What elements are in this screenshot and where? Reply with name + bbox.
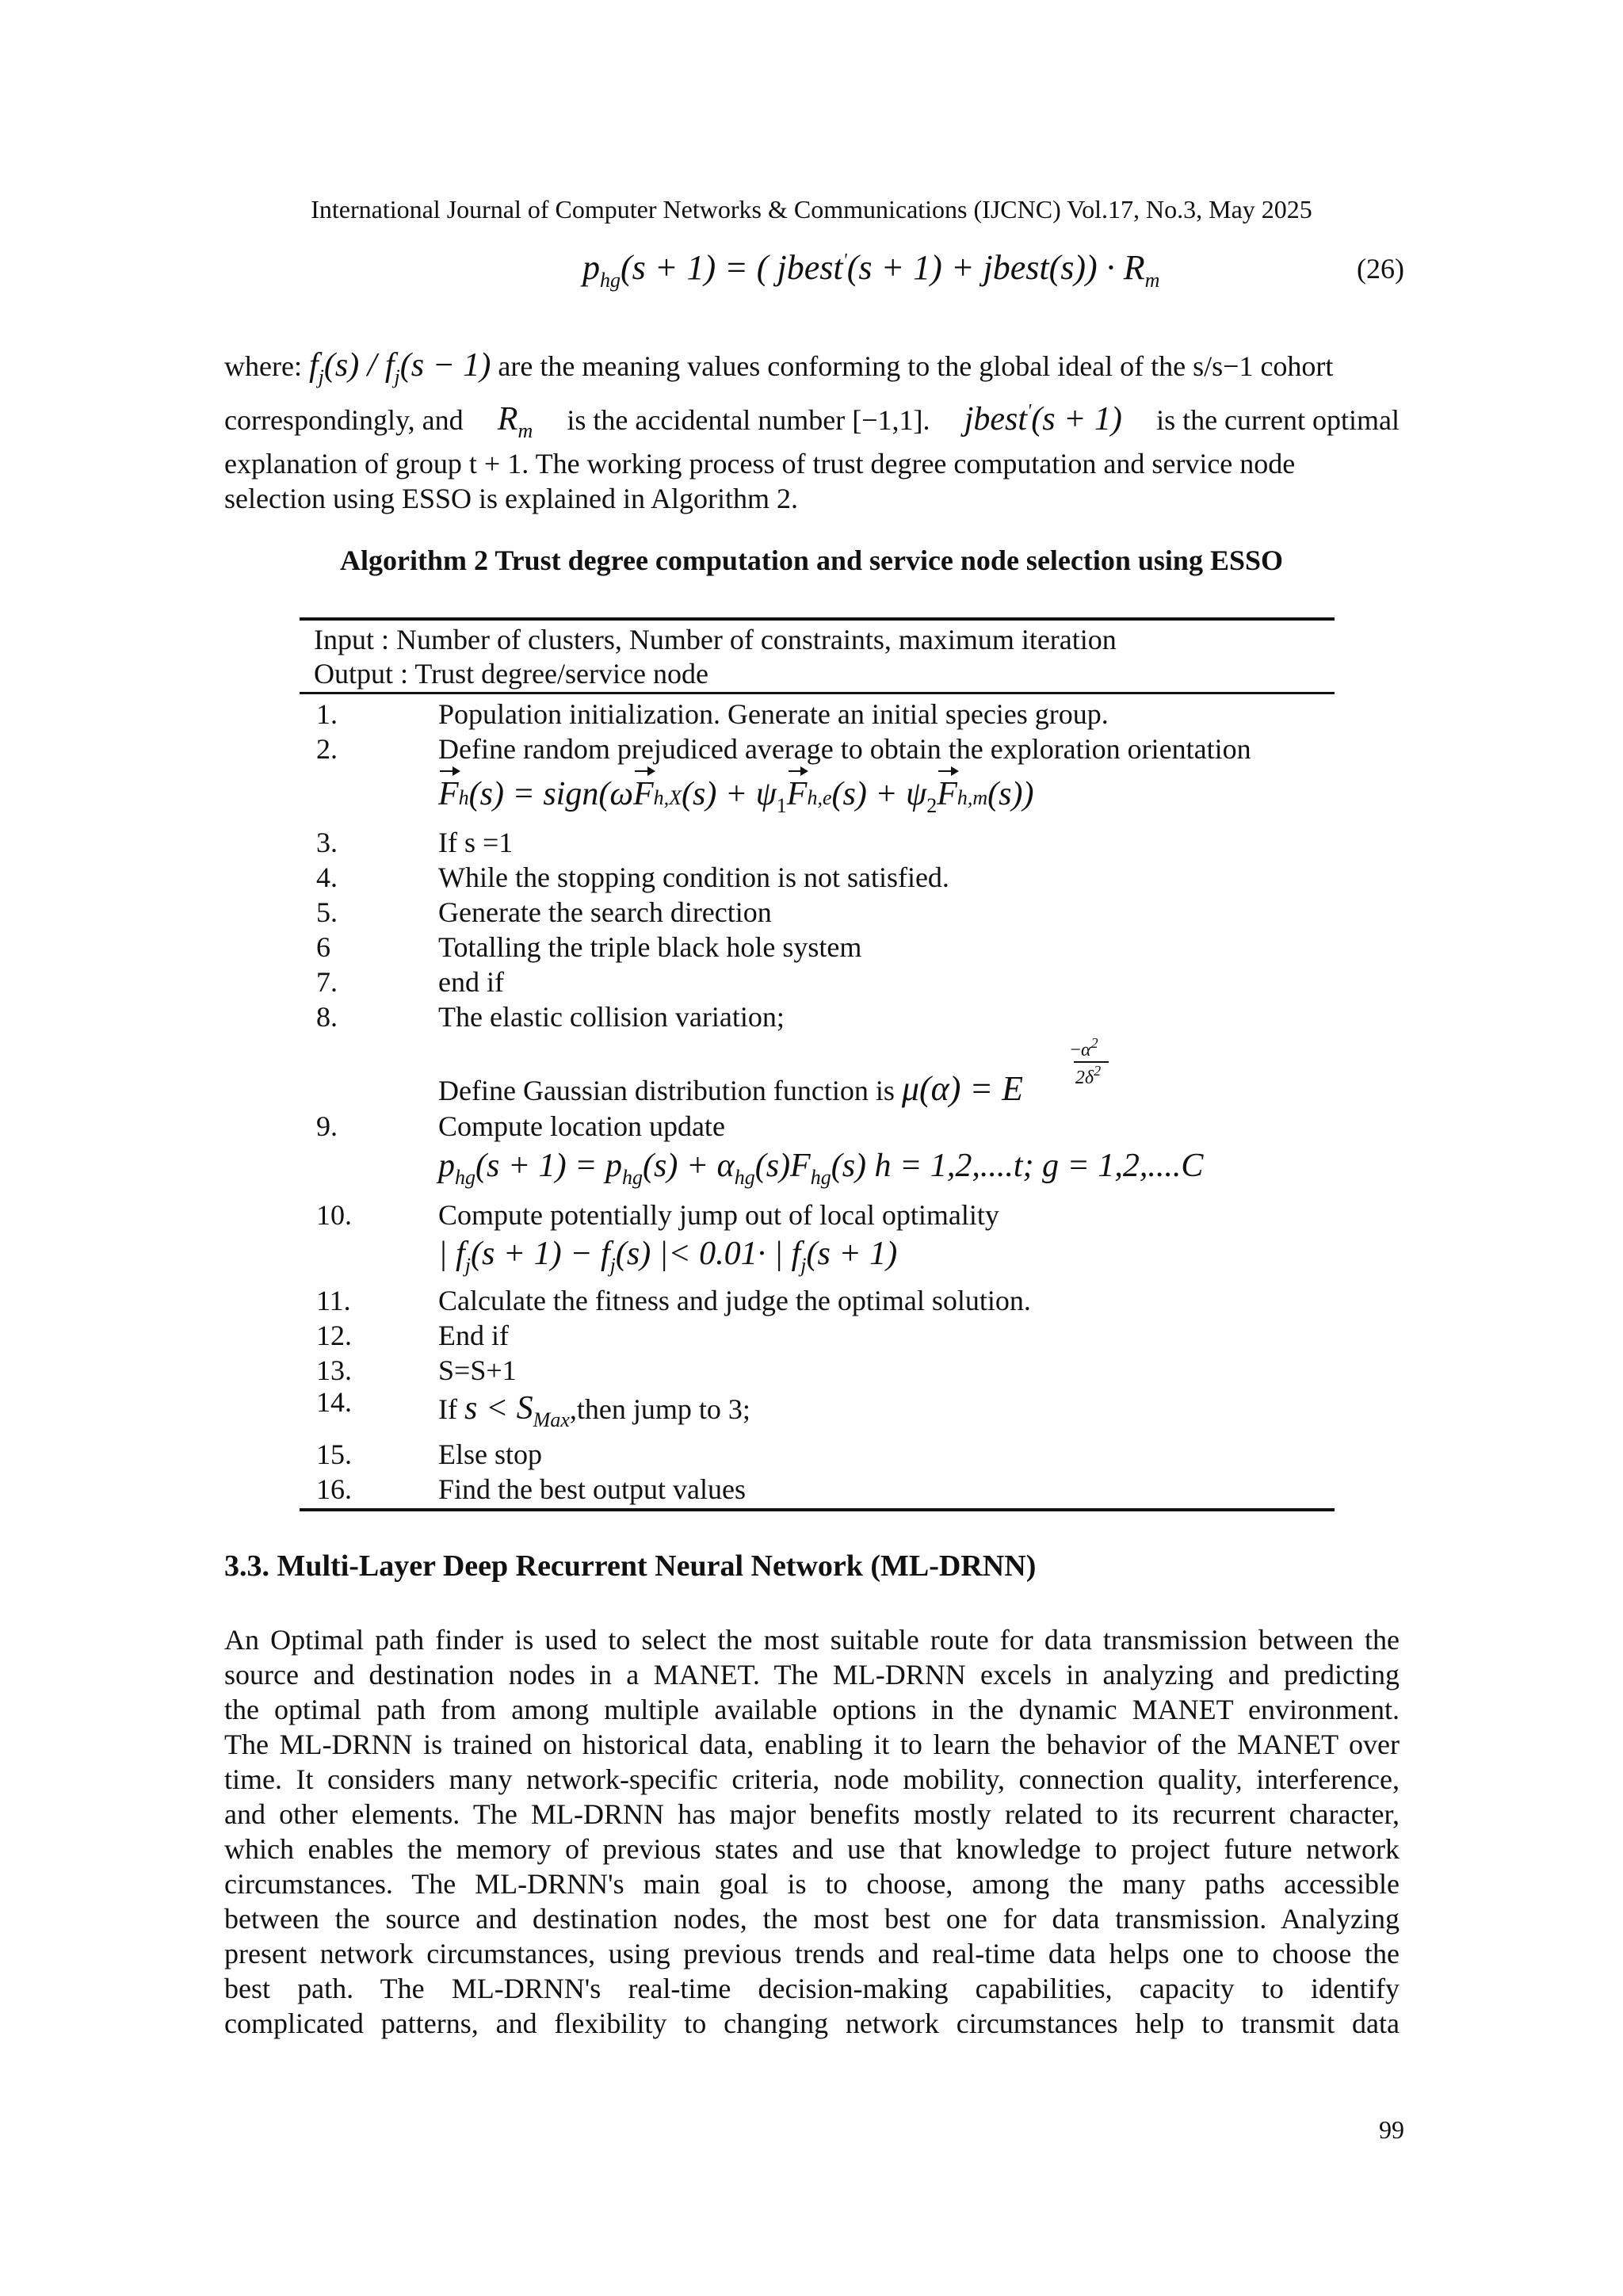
where-label: where: bbox=[224, 350, 302, 382]
step-text: Compute location update bbox=[438, 1110, 725, 1142]
algorithm-mid-rule bbox=[300, 692, 1335, 694]
step-number: 10. bbox=[316, 1199, 352, 1231]
step-text: S=S+1 bbox=[438, 1354, 517, 1386]
body-line: the optimal path from among multiple available options in the dynamic MANET environment. bbox=[224, 1694, 1400, 1725]
journal-header: International Journal of Computer Networks & Communications (IJCNC) Vol.17, No.3, May 2025 bbox=[311, 195, 1312, 223]
step-number: 9. bbox=[316, 1110, 338, 1142]
eq26-r-sub: m bbox=[1144, 269, 1160, 292]
algorithm-input: Input : Number of clusters, Number of constraints, maximum iteration bbox=[314, 624, 1117, 655]
local-optimality-equation: | $f_j(s + 1) - f_j(s)$ |< 0.01· | $f_j(s + 1)$ bbox=[438, 1236, 898, 1277]
step-text: Population initialization. Generate an initial species group. bbox=[438, 698, 1109, 730]
step-text: While the stopping condition is not satisfied. bbox=[438, 861, 949, 893]
body-line: complicated patterns, and flexibility to changing network circumstances help to transmit data bbox=[224, 2008, 1400, 2039]
eq26-prime: ' bbox=[842, 250, 847, 271]
step-number: 2. bbox=[316, 733, 338, 765]
where-line-2-c: is the current optimal bbox=[1156, 404, 1400, 436]
gaussian-step bbox=[438, 1068, 1023, 1109]
step-number: 13. bbox=[316, 1354, 352, 1386]
eq26-lhs-sub: hg bbox=[600, 269, 621, 292]
body-line: present network circumstances, using previous trends and real-time data helps one to choose the bbox=[224, 1938, 1400, 1969]
equation-26 bbox=[582, 247, 1159, 292]
eq26-body: (s + 1) = ( jbest bbox=[621, 248, 843, 287]
step-text: Else stop bbox=[438, 1438, 542, 1470]
page-number: 99 bbox=[1379, 2115, 1404, 2144]
gaussian-exponent: $-\alpha^2$ $2\delta^2$ bbox=[1056, 1035, 1112, 1089]
step-number: 12. bbox=[316, 1320, 352, 1351]
step-text: Compute potentially jump out of local optimality bbox=[438, 1199, 999, 1231]
step-number: 15. bbox=[316, 1438, 352, 1470]
eq26-body2: (s + 1) + jbest(s)) · R bbox=[846, 248, 1145, 287]
algorithm-title: Algorithm 2 Trust degree computation and service node selection using ESSO bbox=[339, 544, 1284, 576]
where-line-2 bbox=[224, 400, 1400, 443]
where-line-2-a: correspondingly, and bbox=[224, 404, 464, 436]
step-number: 14. bbox=[316, 1386, 352, 1418]
body-line: The ML-DRNN is trained on historical data, enabling it to learn the behavior of the MANET over bbox=[224, 1729, 1400, 1760]
where-line-1-text: are the meaning values conforming to the global ideal of the s/s−1 cohort bbox=[498, 350, 1334, 382]
where-line-1 bbox=[224, 346, 1400, 389]
step-number: 6 bbox=[316, 931, 330, 963]
step-text: The elastic collision variation; bbox=[438, 1001, 785, 1033]
step-text: End if bbox=[438, 1320, 509, 1351]
body-line: An Optimal path finder is used to select the most suitable route for data transmission between the bbox=[224, 1624, 1400, 1656]
step-number: 7. bbox=[316, 966, 338, 998]
algorithm-top-rule bbox=[300, 617, 1335, 621]
body-line: and other elements. The ML-DRNN has major benefits mostly related to its recurrent character, bbox=[224, 1798, 1400, 1830]
section-body bbox=[224, 1622, 1400, 2041]
section-heading: 3.3. Multi-Layer Deep Recurrent Neural Network (ML-DRNN) bbox=[224, 1549, 1037, 1583]
equation-number-26: (26) bbox=[1357, 253, 1404, 285]
where-math-r: $R_m$ bbox=[497, 401, 533, 442]
step-number: 8. bbox=[316, 1001, 338, 1033]
step-14-line bbox=[438, 1389, 750, 1432]
step-text: Totalling the triple black hole system bbox=[438, 931, 862, 963]
body-line: source and destination nodes in a MANET. The ML-DRNN excels in analyzing and predicting bbox=[224, 1659, 1400, 1690]
step-text: Calculate the fitness and judge the optimal solution. bbox=[438, 1285, 1031, 1316]
location-update-equation: $p_{hg}(s + 1) = p_{hg}(s) + \alpha_{hg}(s)F_{hg}(s) h = 1,2,....t$; g = 1,2,....C bbox=[438, 1148, 1204, 1189]
step-text: If bbox=[438, 1393, 457, 1425]
step-number: 11. bbox=[316, 1285, 351, 1316]
eq26-lhs: p bbox=[582, 248, 600, 287]
step-number: 5. bbox=[316, 896, 338, 928]
where-line-2-b: is the accidental number [−1,1]. bbox=[567, 404, 930, 436]
step-text: If s =1 bbox=[438, 827, 514, 858]
algorithm-bottom-rule bbox=[300, 1508, 1335, 1511]
where-math-jbest: jbest'(s + 1) bbox=[964, 401, 1122, 437]
body-line: best path. The ML-DRNN's real-time decision-making capabilities, capacity to identify bbox=[224, 1973, 1400, 2004]
step-14-math: $s < S_{Max}$ bbox=[464, 1390, 570, 1431]
where-line-4: selection using ESSO is explained in Algorithm 2. bbox=[224, 483, 798, 514]
body-line: between the source and destination nodes, the most best one for data transmission. Analyzing bbox=[224, 1903, 1400, 1935]
step-text: Find the best output values bbox=[438, 1473, 746, 1505]
step-text: Define Gaussian distribution function is bbox=[438, 1075, 895, 1106]
body-line: circumstances. The ML-DRNN's main goal is to choose, among the many paths accessible bbox=[224, 1868, 1400, 1900]
step-14-tail: ,then jump to 3; bbox=[569, 1393, 750, 1425]
body-line: which enables the memory of previous states and use that knowledge to project future network bbox=[224, 1833, 1400, 1865]
step-number: 1. bbox=[316, 698, 338, 730]
gaussian-equation: μ(α) = E bbox=[901, 1069, 1023, 1108]
step-number: 4. bbox=[316, 861, 338, 893]
exploration-orientation-equation: Fh(s) = sign(ωFh,X(s) + $\psi_1Fh,e(s) + \psi_2Fh,m(s)$) bbox=[438, 776, 1034, 817]
algorithm-output: Output : Trust degree/service node bbox=[314, 658, 708, 690]
where-math-f: $f_j(s) / f_j(s - 1)$ bbox=[308, 347, 491, 388]
step-number: 16. bbox=[316, 1473, 352, 1505]
where-line-3: explanation of group t + 1. The working process of trust degree computation and service node bbox=[224, 448, 1296, 479]
step-number: 3. bbox=[316, 827, 338, 858]
body-line: time. It considers many network-specific criteria, node mobility, connection quality, interference, bbox=[224, 1763, 1400, 1795]
step-text: end if bbox=[438, 966, 504, 998]
step-text: Define random prejudiced average to obtain the exploration orientation bbox=[438, 733, 1251, 765]
step-text: Generate the search direction bbox=[438, 896, 772, 928]
